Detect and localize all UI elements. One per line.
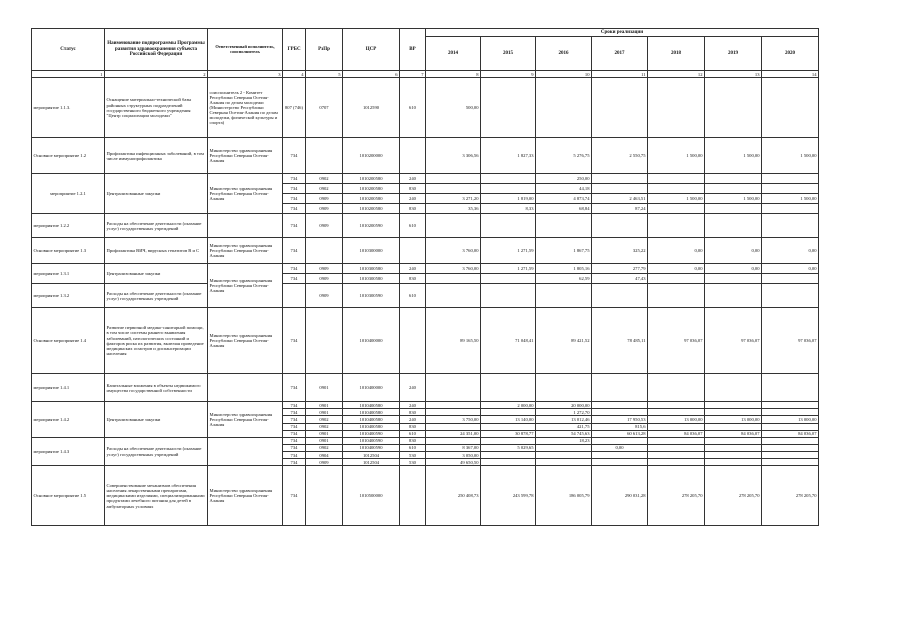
row-y2014: 24 351,00 <box>426 430 481 437</box>
row-y2016: 5 276,75 <box>536 138 592 174</box>
row-grbs: 734 <box>283 138 306 174</box>
row-y2017: 2 550,75 <box>592 138 648 174</box>
row-name: Профилактика ВИЧ, вирусных гепатитов В и С <box>105 238 208 264</box>
row-y2014: 3 760,00 <box>426 238 481 264</box>
row-vr: 830 <box>400 184 426 194</box>
row-name: Профилактика инфекционных заболеваний, в том числе иммунопрофилактика <box>105 138 208 174</box>
row-y2016: 186 005,79 <box>536 466 592 526</box>
row-vr: 830 <box>400 204 426 214</box>
row-rzpr: 0902 <box>306 174 343 184</box>
row-y2016: 421,75 <box>536 423 592 430</box>
row-y2016: 89 421,52 <box>536 308 592 374</box>
row-status: мероприятие 1.2.2 <box>32 214 105 238</box>
row-rzpr: 0909 <box>306 284 343 308</box>
row-csr: 1010300000 <box>343 238 400 264</box>
row-y2016: 4 873,74 <box>536 194 592 204</box>
row-vr: 530 <box>400 452 426 459</box>
row-vr: 240 <box>400 374 426 402</box>
row-rzpr: 0904 <box>306 452 343 459</box>
row-y2016: 18,23 <box>536 437 592 444</box>
row-vr: 240 <box>400 174 426 184</box>
row-name: Централизованные закупки <box>105 402 208 438</box>
table-row <box>32 174 819 184</box>
row-name: Расходы на обеспечение деятельности (оказание услуг) государственных учреждений <box>105 437 208 466</box>
row-vr: 610 <box>400 430 426 437</box>
row-csr: 1010300590 <box>343 284 400 308</box>
row-y2014: 250 408,73 <box>426 466 481 526</box>
table-row <box>32 402 819 409</box>
row-y2020: 84 036,07 <box>762 430 819 437</box>
row-executor: Министерство здравоохранения Республики Северная Осетия-Алания <box>208 308 283 374</box>
row-y2020: 0,00 <box>762 264 819 274</box>
row-rzpr: 0909 <box>306 264 343 274</box>
table-row <box>32 138 819 174</box>
row-y2014: 3 271,20 <box>426 194 481 204</box>
row-y2016: 1 272,70 <box>536 409 592 416</box>
row-grbs: 734 <box>283 466 306 526</box>
row-y2017: 87,24 <box>592 204 648 214</box>
row-y2020: 1 500,00 <box>762 194 819 204</box>
row-y2017: 325,22 <box>592 238 648 264</box>
row-grbs: 734 <box>283 459 306 466</box>
row-rzpr: 0901 <box>306 374 343 402</box>
row-y2016: 20 000,00 <box>536 402 592 409</box>
row-vr: 240 <box>400 194 426 204</box>
row-rzpr: 0909 <box>306 459 343 466</box>
row-grbs: 734 <box>283 452 306 459</box>
row-vr: 830 <box>400 274 426 284</box>
row-y2017: 290 031,28 <box>592 466 648 526</box>
row-vr: 830 <box>400 423 426 430</box>
row-y2019: 84 036,07 <box>705 430 762 437</box>
header-year-2016: 2016 <box>536 37 592 71</box>
table-row <box>32 214 819 238</box>
row-y2016: 13 012,46 <box>536 416 592 423</box>
col-number: 4 <box>283 71 306 78</box>
row-executor: Министерство здравоохранения Республики Северная Осетия-Алания <box>208 466 283 526</box>
row-y2019: 1 500,00 <box>705 138 762 174</box>
header-year-2015: 2015 <box>481 37 536 71</box>
table-row <box>32 308 819 374</box>
row-vr: 240 <box>400 402 426 409</box>
header-program-name: Наименование подпрограммы Программы развития здравоохранения субъекта Российской Федерации <box>105 29 208 71</box>
header-grbs: ГРБС <box>283 29 306 71</box>
row-rzpr: 0902 <box>306 184 343 194</box>
row-grbs: 734 <box>283 402 306 409</box>
row-y2015: 1 271,59 <box>481 264 536 274</box>
row-rzpr: 0901 <box>306 437 343 444</box>
row-grbs: 734 <box>283 444 306 451</box>
row-csr: 1010400000 <box>343 374 400 402</box>
row-csr: 1010500000 <box>343 466 400 526</box>
row-csr: 1010200580 <box>343 194 400 204</box>
row-rzpr: 0909 <box>306 214 343 238</box>
row-y2020: 97 036,07 <box>762 308 819 374</box>
row-grbs: 734 <box>283 430 306 437</box>
row-vr: 610 <box>400 444 426 451</box>
header-executor: Ответственный исполнитель, соисполнитель <box>208 29 283 71</box>
row-executor: соисполнитель 2 - Комитет Республики Северная Осетия-Алания по делам молодежи (Министерство Республики Северная Осетия-Алания по делам молодежи, физической культуры и спорта) <box>208 78 283 138</box>
row-y2018: 0,00 <box>648 238 705 264</box>
row-y2017: 17 950,53 <box>592 416 648 423</box>
col-number: 11 <box>592 71 648 78</box>
row-name: Централизованные закупки <box>105 264 208 284</box>
table-row <box>32 374 819 402</box>
header-year-2020: 2020 <box>762 37 819 71</box>
row-rzpr: 0901 <box>306 430 343 437</box>
row-grbs: 734 <box>283 194 306 204</box>
row-csr: 1010400580 <box>343 409 400 416</box>
row-y2018: 1 500,00 <box>648 194 705 204</box>
row-y2017: 815,6 <box>592 423 648 430</box>
row-y2016: 1 867,75 <box>536 238 592 264</box>
row-executor: Министерство здравоохранения Республики Северная Осетия-Алания <box>208 238 283 264</box>
header-year-2018: 2018 <box>648 37 705 71</box>
row-rzpr: 0909 <box>306 194 343 204</box>
row-grbs: 734 <box>283 437 306 444</box>
row-grbs: 807 (746) <box>283 78 306 138</box>
row-y2020: 1 500,00 <box>762 138 819 174</box>
row-rzpr: 0902 <box>306 423 343 430</box>
table-row <box>32 238 819 264</box>
row-y2016: 1 805,16 <box>536 264 592 274</box>
row-y2020: 278 205,70 <box>762 466 819 526</box>
row-name: Расходы на обеспечение деятельности (оказание услуг) государственных учреждений <box>105 284 208 308</box>
row-vr: 830 <box>400 409 426 416</box>
row-y2015: 5 029,65 <box>481 444 536 451</box>
row-y2014: 89 165,50 <box>426 308 481 374</box>
row-rzpr: 0707 <box>306 78 343 138</box>
row-y2015: 8,33 <box>481 204 536 214</box>
row-grbs: 734 <box>283 174 306 184</box>
row-y2015: 1 271,59 <box>481 238 536 264</box>
table-row <box>32 264 819 274</box>
row-y2014: 3 306,56 <box>426 138 481 174</box>
row-y2019: 1 500,00 <box>705 194 762 204</box>
row-y2014: 49 650,50 <box>426 459 481 466</box>
row-executor: Министерство здравоохранения Республики Северная Осетия-Алания <box>208 264 283 308</box>
row-csr: 1010400580 <box>343 416 400 423</box>
row-csr: 1010400580 <box>343 402 400 409</box>
row-name: Капитальные вложения в объекты недвижимого имущества государственной собственности <box>105 374 208 402</box>
row-executor: Министерство здравоохранения Республики Северная Осетия-Алания <box>208 174 283 214</box>
row-grbs: 734 <box>283 204 306 214</box>
col-number: 9 <box>481 71 536 78</box>
row-grbs: 734 <box>283 423 306 430</box>
row-y2019: 0,00 <box>705 264 762 274</box>
row-y2014: 35,36 <box>426 204 481 214</box>
row-grbs: 734 <box>283 308 306 374</box>
row-y2017: 0,00 <box>592 444 648 451</box>
row-status: Основное мероприятие 1.2 <box>32 138 105 174</box>
row-status: мероприятие 1.1.3. <box>32 78 105 138</box>
row-vr: 610 <box>400 78 426 138</box>
row-y2017: 2 463,51 <box>592 194 648 204</box>
row-name: Оснащение материально-технической базы районных структурных подразделений государственного бюджетного учреждения "Центр социализации молодежи" <box>105 78 208 138</box>
budget-table <box>31 28 819 526</box>
row-y2016: 250,00 <box>536 174 592 184</box>
row-grbs: 734 <box>283 214 306 238</box>
col-number: 12 <box>648 71 705 78</box>
row-rzpr: 0902 <box>306 416 343 423</box>
row-y2018: 278 205,70 <box>648 466 705 526</box>
row-name: Совершенствование механизмов обеспечения населения лекарственными препаратами, медицинскими изделиями, специализированными продуктами лечебного питания для детей в амбулаторных условиях <box>105 466 208 526</box>
row-rzpr: 0909 <box>306 274 343 284</box>
row-rzpr: 0909 <box>306 204 343 214</box>
row-status: мероприятие 1.3.1 <box>32 264 105 284</box>
row-y2015: 2 000,00 <box>481 402 536 409</box>
row-grbs: 734 <box>283 274 306 284</box>
row-y2014: 500,00 <box>426 78 481 138</box>
row-y2014: 3 750,00 <box>426 416 481 423</box>
row-y2014: 8 367,00 <box>426 444 481 451</box>
header-year-2017: 2017 <box>592 37 648 71</box>
header-year-2019: 2019 <box>705 37 762 71</box>
header-year-2014: 2014 <box>426 37 481 71</box>
row-csr: 1010200590 <box>343 214 400 238</box>
header-rzpr: РзПр <box>306 29 343 71</box>
row-grbs: 734 <box>283 374 306 402</box>
row-grbs: 734 <box>283 264 306 274</box>
row-status: мероприятие 1.4.1 <box>32 374 105 402</box>
row-executor: Министерство здравоохранения Республики Северная Осетия-Алания <box>208 402 283 438</box>
row-y2016: 62,59 <box>536 274 592 284</box>
row-status: мероприятие 1.2.1 <box>32 174 105 214</box>
row-csr: 1010400000 <box>343 308 400 374</box>
row-y2017: 78 485,11 <box>592 308 648 374</box>
row-y2019: 13 000,00 <box>705 416 762 423</box>
row-csr: 1010200580 <box>343 174 400 184</box>
row-csr: 1010200580 <box>343 204 400 214</box>
row-y2014: 3 760,00 <box>426 264 481 274</box>
row-y2020: 0,00 <box>762 238 819 264</box>
row-csr: 1012590 <box>343 78 400 138</box>
row-name: Централизованные закупки <box>105 174 208 214</box>
header-status: Статус <box>32 29 105 71</box>
col-number: 3 <box>208 71 283 78</box>
row-rzpr: 0901 <box>306 402 343 409</box>
row-y2015: 243 599,78 <box>481 466 536 526</box>
col-number: 14 <box>762 71 819 78</box>
row-y2019: 278 205,70 <box>705 466 762 526</box>
row-rzpr: 0901 <box>306 409 343 416</box>
row-vr: 610 <box>400 214 426 238</box>
row-y2018: 84 036,07 <box>648 430 705 437</box>
row-status: Основное мероприятие 1.3 <box>32 238 105 264</box>
row-grbs: 734 <box>283 184 306 194</box>
row-csr: 1010300580 <box>343 274 400 284</box>
row-csr: 1012504 <box>343 459 400 466</box>
table-row <box>32 78 819 138</box>
row-y2016: 44,18 <box>536 184 592 194</box>
row-grbs: 734 <box>283 238 306 264</box>
row-status: Основное мероприятие 1.4 <box>32 308 105 374</box>
row-y2017: 60 613,28 <box>592 430 648 437</box>
row-csr: 1010400590 <box>343 444 400 451</box>
header-vr: ВР <box>400 29 426 71</box>
row-status: мероприятие 1.4.2 <box>32 402 105 438</box>
row-name: Расходы на обеспечение деятельности (оказание услуг) государственных учреждений <box>105 214 208 238</box>
row-status: Основное мероприятие 1.5 <box>32 466 105 526</box>
row-executor: Министерство здравоохранения Республики Северная Осетия-Алания <box>208 138 283 174</box>
row-y2017: 47,43 <box>592 274 648 284</box>
row-y2015: 30 878,77 <box>481 430 536 437</box>
row-y2020: 13 000,00 <box>762 416 819 423</box>
col-number: 10 <box>536 71 592 78</box>
col-number: 6 <box>343 71 400 78</box>
col-number: 5 <box>306 71 343 78</box>
row-y2014: 3 050,00 <box>426 452 481 459</box>
table-row <box>32 437 819 444</box>
row-csr: 1010400590 <box>343 437 400 444</box>
col-number: 7 <box>400 71 426 78</box>
row-y2018: 97 036,07 <box>648 308 705 374</box>
row-y2017: 277,79 <box>592 264 648 274</box>
row-name: Развитие первичной медико-санитарной помощи, в том числе системы раннего выявления заболеваний, патологических состояний и факторов риска их развития, включая проведение медицинских осмотров и диспансеризации населения <box>105 308 208 374</box>
header-period: Сроки реализации <box>426 29 819 37</box>
table-row <box>32 466 819 526</box>
col-number: 13 <box>705 71 762 78</box>
row-grbs: 734 <box>283 409 306 416</box>
row-y2015: 71 048,41 <box>481 308 536 374</box>
row-y2016: 54 745,63 <box>536 430 592 437</box>
row-y2016: 68,84 <box>536 204 592 214</box>
row-y2018: 1 500,00 <box>648 138 705 174</box>
col-number: 2 <box>105 71 208 78</box>
row-y2018: 0,00 <box>648 264 705 274</box>
row-csr: 1010300580 <box>343 264 400 274</box>
row-y2015: 1 827,33 <box>481 138 536 174</box>
row-y2019: 0,00 <box>705 238 762 264</box>
row-csr: 1010200000 <box>343 138 400 174</box>
row-csr: 1010400590 <box>343 430 400 437</box>
row-y2015: 1 819,00 <box>481 194 536 204</box>
row-rzpr: 0902 <box>306 444 343 451</box>
row-y2018: 13 000,00 <box>648 416 705 423</box>
row-csr: 1012504 <box>343 452 400 459</box>
row-y2015: 13 140,00 <box>481 416 536 423</box>
row-vr: 830 <box>400 437 426 444</box>
row-status: мероприятие 1.3.2 <box>32 284 105 308</box>
row-vr: 530 <box>400 459 426 466</box>
header-csr: ЦСР <box>343 29 400 71</box>
row-csr: 1010400580 <box>343 423 400 430</box>
row-grbs: 734 <box>283 416 306 423</box>
col-number: 1 <box>32 71 105 78</box>
col-number: 8 <box>426 71 481 78</box>
row-vr: 610 <box>400 284 426 308</box>
table-row <box>32 284 819 308</box>
row-y2019: 97 036,07 <box>705 308 762 374</box>
row-vr: 240 <box>400 416 426 423</box>
row-vr: 240 <box>400 264 426 274</box>
row-csr: 1010200580 <box>343 184 400 194</box>
row-status: мероприятие 1.4.3 <box>32 437 105 466</box>
